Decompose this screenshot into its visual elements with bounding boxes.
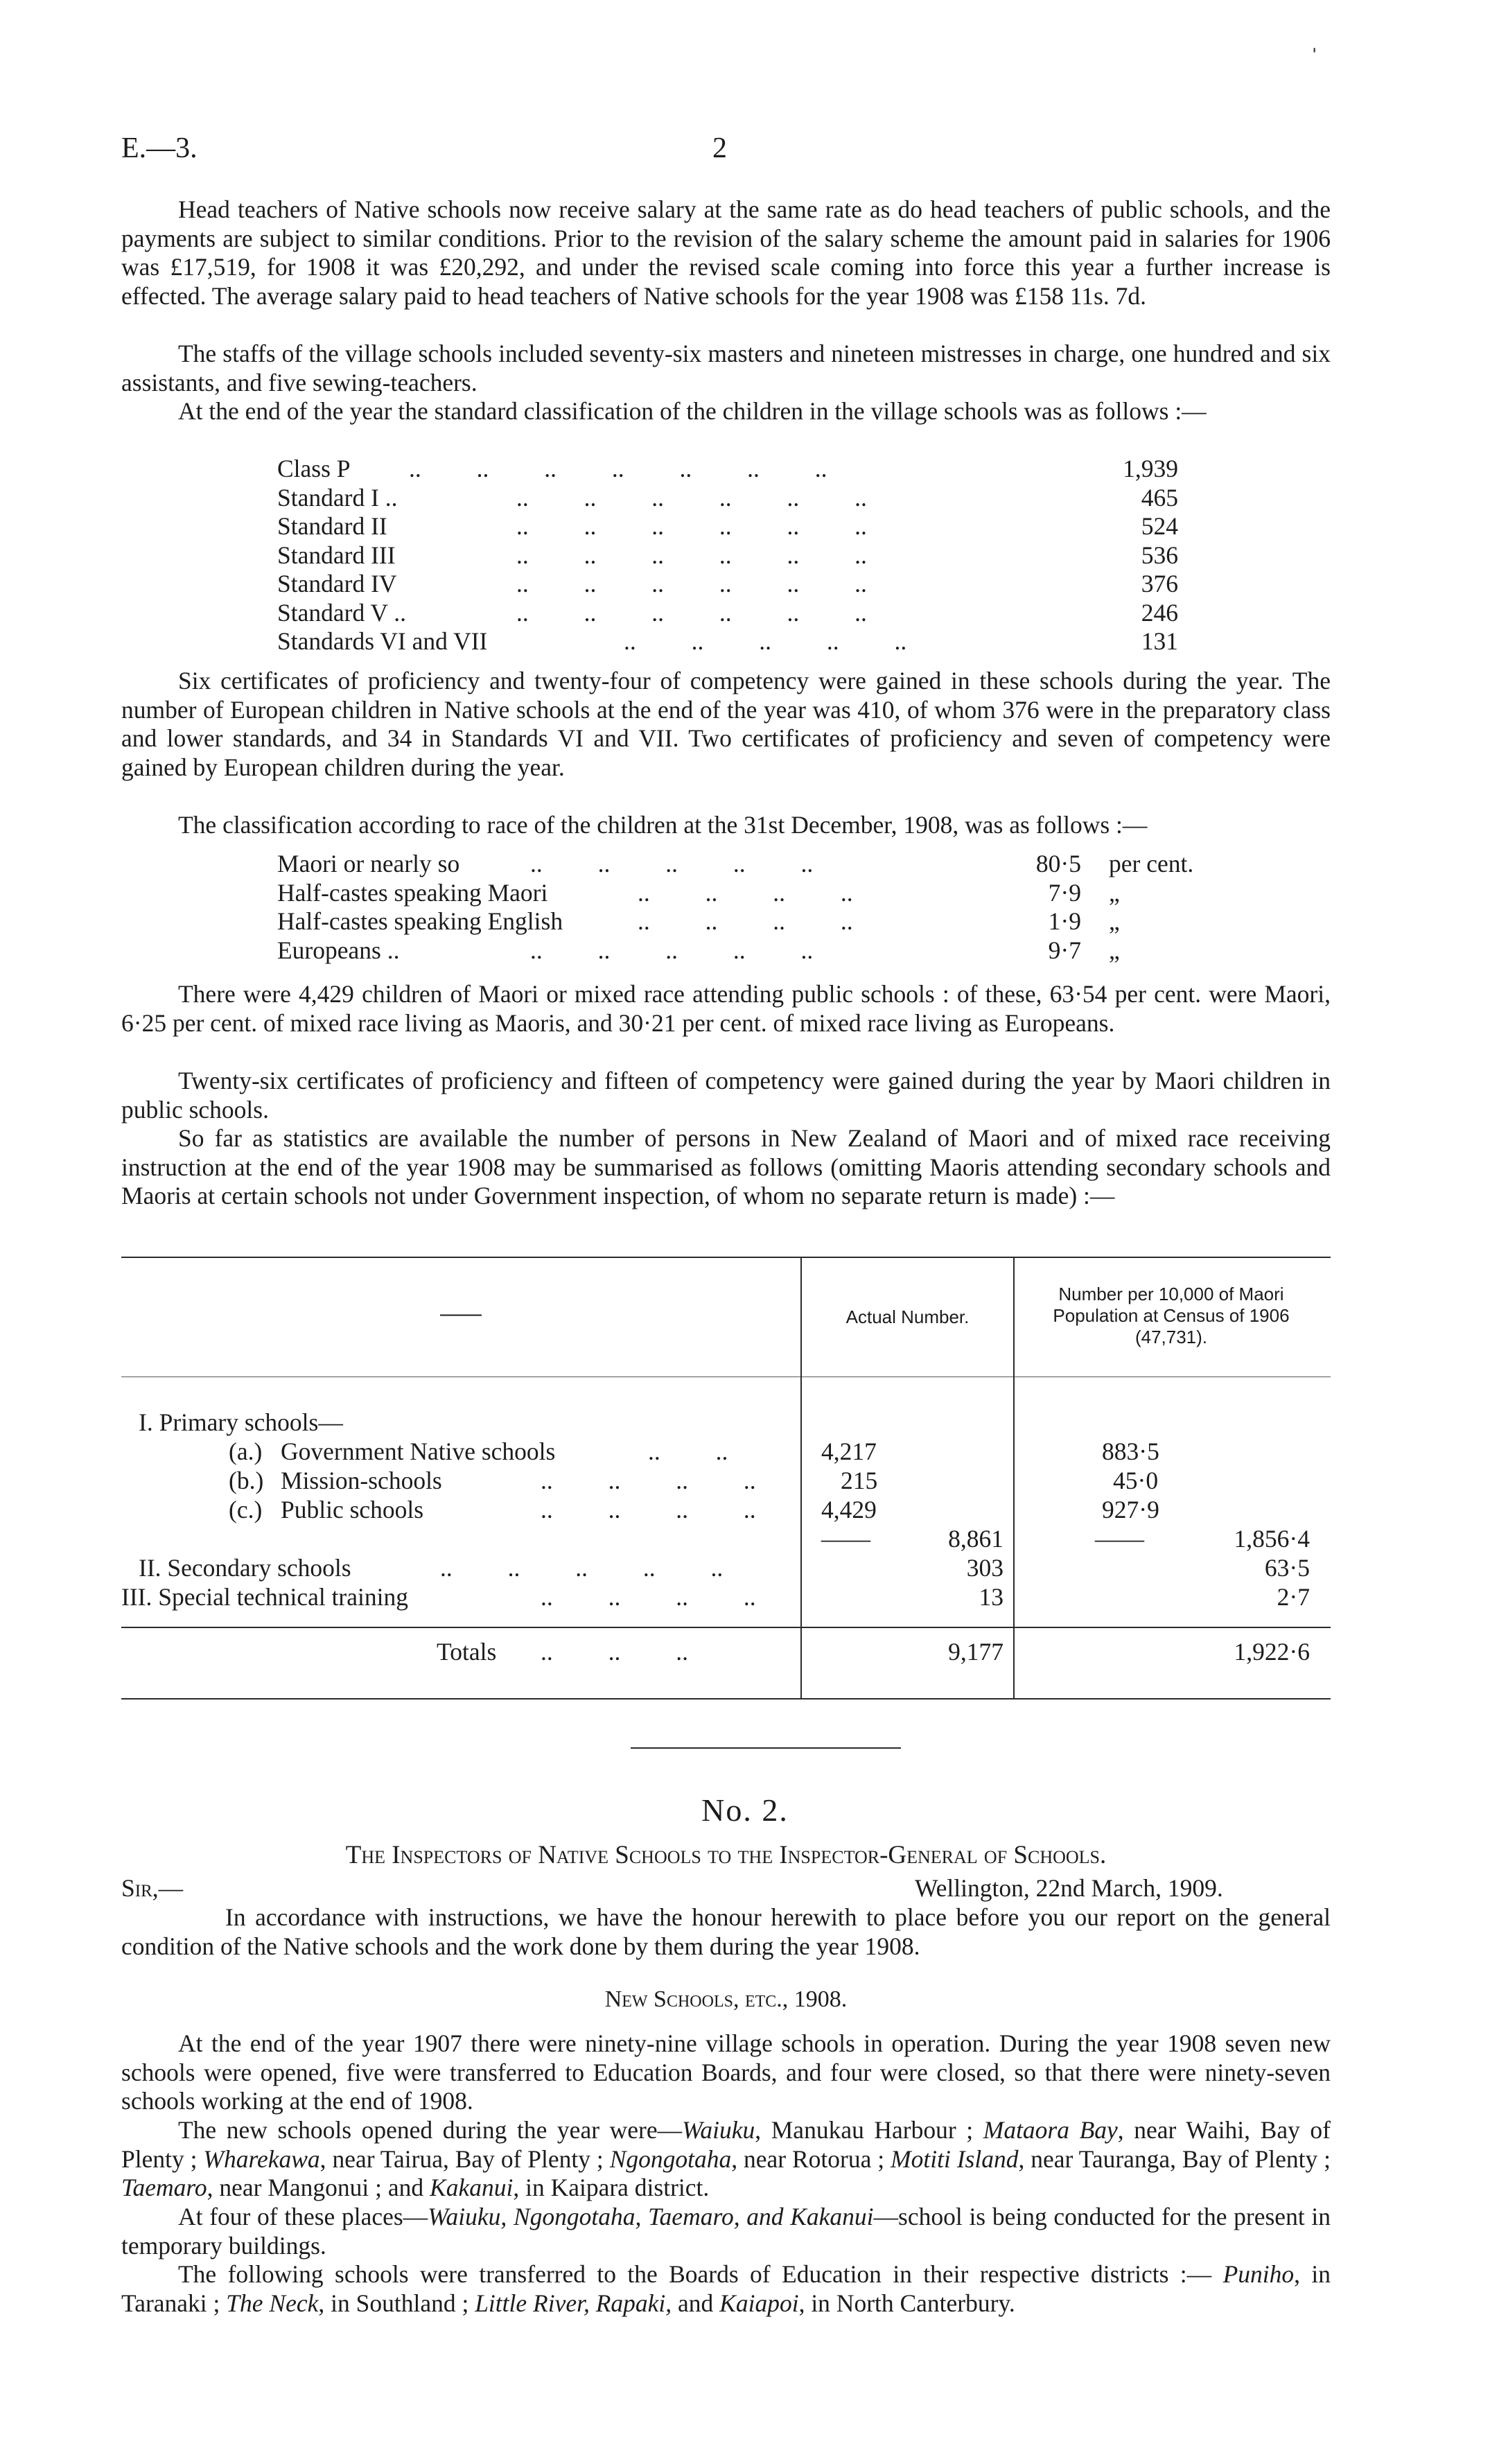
list-item: [277, 627, 1178, 656]
list-item: [277, 570, 1178, 599]
paragraph-standard-intro: At the end of the year the standard classification of the children in the village schools was as follows :—: [178, 397, 1207, 425]
list-item: [277, 907, 1178, 936]
leader-dots: .. .. ..: [541, 1638, 688, 1666]
leader-dots: .. .. .. .. ..: [440, 1554, 724, 1582]
list-item-value: 536: [1141, 541, 1178, 569]
school-name: Wharekawa: [203, 2144, 320, 2173]
list-item-value: 524: [1141, 512, 1178, 540]
paragraph-report-intro: In accordance with instructions, we have the honour herewith to place before you our report on the general condition of the Native schools and the work done by them during the year 1908.: [121, 1903, 1331, 1960]
school-names: Waiuku, Ngongotaha, Taemaro, and Kakanui: [428, 2203, 874, 2230]
list-item-label: Half-castes speaking English: [277, 907, 563, 935]
leader-dots: .. .. .. .. ..: [530, 850, 814, 877]
list-item-label: Europeans ..: [277, 936, 400, 964]
paragraph-certificates: Six certificates of proficiency and twenty-four of competency were gained in these schools during the year. The number of European children in Native schools at the end of the year was 410, of whom 376 were in the preparatory class and lower standards, and 34 in Standards VI and VII. Two certificates of proficiency and seven of competency were gained by European children during the year.: [121, 667, 1331, 781]
paragraph-public-schools: There were 4,429 children of Maori or mixed race attending public schools : of these, 63·54 per cent. were Maori, 6·25 per cent. of mixed race living as Maoris, and 30·21 per cent. of mixed race living as Europeans.: [121, 980, 1331, 1037]
text-run: , near Tairua, Bay of Plenty ;: [319, 2144, 610, 2173]
document-series: E.—3.: [121, 132, 198, 164]
table-cell-per: 63·5: [1264, 1554, 1310, 1582]
stray-mark: ˈ: [1310, 42, 1320, 73]
list-item-label: Standard II: [277, 512, 387, 540]
list-item-label: Maori or nearly so: [277, 850, 460, 877]
text-run: , in Taranaki ;: [121, 2260, 1331, 2317]
leader-dots: .. .. .. ..: [541, 1583, 756, 1611]
page-number: 2: [712, 132, 727, 164]
list-item-value: 1,939: [1123, 455, 1178, 482]
list-item: [277, 484, 1178, 513]
section-number: No. 2.: [701, 1792, 789, 1828]
table-group-label: I. Primary schools—: [139, 1408, 343, 1436]
text-run: The new schools opened during the year were—: [178, 2116, 683, 2144]
school-name: Kakanui: [430, 2174, 514, 2201]
school-name: The Neck: [226, 2289, 319, 2317]
dateline: Wellington, 22nd March, 1909.: [915, 1874, 1223, 1902]
text-run: —school is being conducted for the present in temporary buildings.: [121, 2203, 1331, 2260]
list-item: [277, 936, 1178, 965]
school-name: Ngongotaha: [609, 2144, 732, 2173]
table-row-key: (c.): [229, 1496, 263, 1523]
leader-dots: .. .. .. .. ..: [530, 936, 814, 964]
paragraph-village-schools: At the end of the year 1907 there were ninety-nine village schools in operation. During the year 1908 seven new schools were opened, five were transferred to Education Boards, and four were closed, so that there were ninety-seven schools working at the end of 1908.: [121, 2029, 1331, 2115]
table-header-actual: Actual Number.: [845, 1307, 970, 1327]
leader-dots: .. ..: [648, 1438, 728, 1465]
table-totals-actual: 9,177: [948, 1638, 1003, 1666]
salutation: Sir,—: [121, 1874, 184, 1902]
leader-dots: .. .. .. ..: [541, 1467, 756, 1494]
text-run: , in Kaipara district.: [513, 2174, 710, 2201]
table-cell-actual: 4,429: [821, 1496, 877, 1523]
leader-dots: .. .. .. ..: [638, 907, 853, 935]
table-cell-per: 45·0: [1113, 1467, 1159, 1494]
school-name: Motiti Island: [891, 2144, 1019, 2173]
list-item: [277, 879, 1178, 908]
table-cell-actual: 13: [979, 1583, 1003, 1611]
subtotal-dash: ——: [1095, 1525, 1144, 1553]
list-item-label: Standard III: [277, 541, 396, 569]
table-totals-rule: [121, 1627, 1331, 1628]
list-item-label: Standards VI and VII: [277, 627, 488, 655]
list-item-unit: per cent.: [1109, 850, 1194, 877]
paragraph-transferred-schools: [121, 2260, 1331, 2318]
text-run: and: [672, 2289, 720, 2317]
table-column-divider: [1013, 1257, 1015, 1698]
list-item: [277, 541, 1178, 570]
table-row-label: Mission-schools: [281, 1467, 442, 1494]
school-name: Little River, Rapaki,: [475, 2289, 672, 2317]
list-item-value: 80·5: [1035, 850, 1081, 877]
table-cell-actual: 303: [966, 1554, 1003, 1582]
leader-dots: .. .. .. .. ..: [624, 627, 907, 655]
list-item: [277, 850, 1194, 879]
list-item-label: Half-castes speaking Maori: [277, 878, 548, 907]
table-top-rule: [121, 1257, 1331, 1258]
leader-dots: .. .. .. .. .. ..: [516, 570, 867, 597]
text-run: , near Mangonui ; and: [207, 2174, 430, 2201]
text-run: At four of these places—: [178, 2203, 428, 2230]
table-subtotal-actual: 8,861: [948, 1525, 1003, 1553]
school-name: Kaiapoi: [719, 2289, 799, 2317]
paragraph-new-schools: [121, 2116, 1331, 2203]
table-totals-label: Totals: [437, 1638, 497, 1666]
paragraph-race-intro: The classification according to race of the children at the 31st December, 1908, was as follows :—: [178, 811, 1148, 839]
list-item-label: Standard V ..: [277, 598, 407, 627]
paragraph-salaries: Head teachers of Native schools now receive salary at the same rate as do head teachers of public schools, and the payments are subject to similar conditions. Prior to the revision of the salary scheme the amount paid in salaries for 1906 was £17,519, for 1908 it was £20,292, and under the revised scale coming into force this year a further increase is effected. The average salary paid to head teachers of Native schools for the year 1908 was £158 11s. 7d.: [121, 195, 1331, 310]
table-cell-actual: 4,217: [821, 1438, 877, 1465]
table-row-label: Public schools: [281, 1496, 424, 1523]
list-item-label: Standard IV: [277, 570, 397, 597]
leader-dots: .. .. .. .. .. .. ..: [409, 455, 827, 482]
paragraph-statistics-intro: So far as statistics are available the number of persons in New Zealand of Maori and of mixed race receiving instruction at the end of the year 1908 may be summarised as follows (omitting Maoris attending secondary schools and Maoris at certain schools not under Government inspection, of whom no separate return is made) :—: [121, 1124, 1331, 1209]
list-item-value: 376: [1141, 570, 1178, 597]
table-cell-actual: 215: [841, 1467, 878, 1494]
table-totals-per: 1,922·6: [1234, 1638, 1310, 1666]
paragraph-maori-certificates: Twenty-six certificates of proficiency and fifteen of competency were gained during the year by Maori children in public schools.: [121, 1067, 1331, 1124]
text-run: , Manukau Harbour ;: [755, 2116, 983, 2144]
list-item-value: 7·9: [1048, 878, 1081, 907]
table-subtotal-per: 1,856·4: [1234, 1525, 1310, 1553]
leader-dots: .. .. .. .. .. ..: [516, 512, 867, 540]
table-cell-per: 927·9: [1102, 1496, 1159, 1523]
table-row-label: II. Secondary schools: [139, 1554, 351, 1582]
leader-dots: .. .. .. .. .. ..: [516, 598, 867, 627]
list-item-value: 1·9: [1048, 907, 1081, 935]
table-header-per-10000: Number per 10,000 of Maori Population at Census of 1906 (47,731).: [1053, 1284, 1290, 1347]
list-item-label: Standard I ..: [277, 483, 398, 512]
paragraph-temporary-buildings: [121, 2203, 1331, 2260]
leader-dots: .. .. .. .. .. ..: [516, 483, 867, 512]
school-name: Taemaro: [121, 2174, 207, 2201]
leader-dots: .. .. .. .. .. ..: [516, 541, 867, 569]
list-item: [277, 455, 1178, 484]
text-run: , near Rotorua ;: [731, 2144, 891, 2173]
school-name: Mataora Bay: [983, 2116, 1118, 2144]
list-item-label: Class P: [277, 455, 351, 482]
list-item-value: 9·7: [1048, 936, 1081, 964]
table-cell-per: 2·7: [1277, 1583, 1310, 1611]
standard-classification-list: [277, 455, 1178, 656]
list-item-unit: „: [1109, 936, 1120, 964]
school-name: Waiuku: [682, 2116, 755, 2144]
list-item-value: 465: [1141, 483, 1178, 512]
table-row-key: (b.): [229, 1467, 264, 1494]
table-row-key: (a.): [229, 1438, 263, 1465]
leader-dots: .. .. .. ..: [638, 878, 853, 907]
table-row-label: Government Native schools: [281, 1438, 556, 1465]
text-run: , in Southland ;: [318, 2289, 475, 2317]
table-cell-per: 883·5: [1102, 1438, 1159, 1465]
subtotal-dash: ——: [821, 1525, 870, 1553]
table-bottom-rule: [121, 1698, 1331, 1700]
list-item: [277, 512, 1178, 541]
list-item-unit: „: [1109, 878, 1120, 907]
text-run: , in North Canterbury.: [798, 2289, 1015, 2317]
text-run: , near Waihi, Bay of Plenty ;: [121, 2116, 1331, 2173]
leader-dots: .. .. .. ..: [541, 1496, 756, 1523]
subheading-new-schools: New Schools, etc., 1908.: [604, 1986, 848, 2012]
list-item-unit: „: [1109, 907, 1120, 935]
table-row-label: III. Special technical training: [121, 1583, 408, 1611]
list-item-value: 246: [1141, 598, 1178, 627]
table-header-blank: ——: [440, 1302, 482, 1325]
section-divider: [631, 1747, 901, 1749]
paragraph-staffs: The staffs of the village schools included seventy-six masters and nineteen mistresses in charge, one hundred and six assistants, and five sewing-teachers.: [121, 340, 1331, 396]
race-classification-list: [277, 850, 1194, 965]
list-item-value: 131: [1141, 627, 1178, 655]
school-name: Puniho: [1222, 2260, 1295, 2288]
text-run: The following schools were transferred to the Boards of Education in their respective districts :—: [178, 2260, 1212, 2288]
text-run: , near Tauranga, Bay of Plenty ;: [1018, 2144, 1331, 2173]
list-item: [277, 599, 1178, 628]
section-heading: The Inspectors of Native Schools to the Inspector-General of Schools.: [345, 1841, 1107, 1869]
